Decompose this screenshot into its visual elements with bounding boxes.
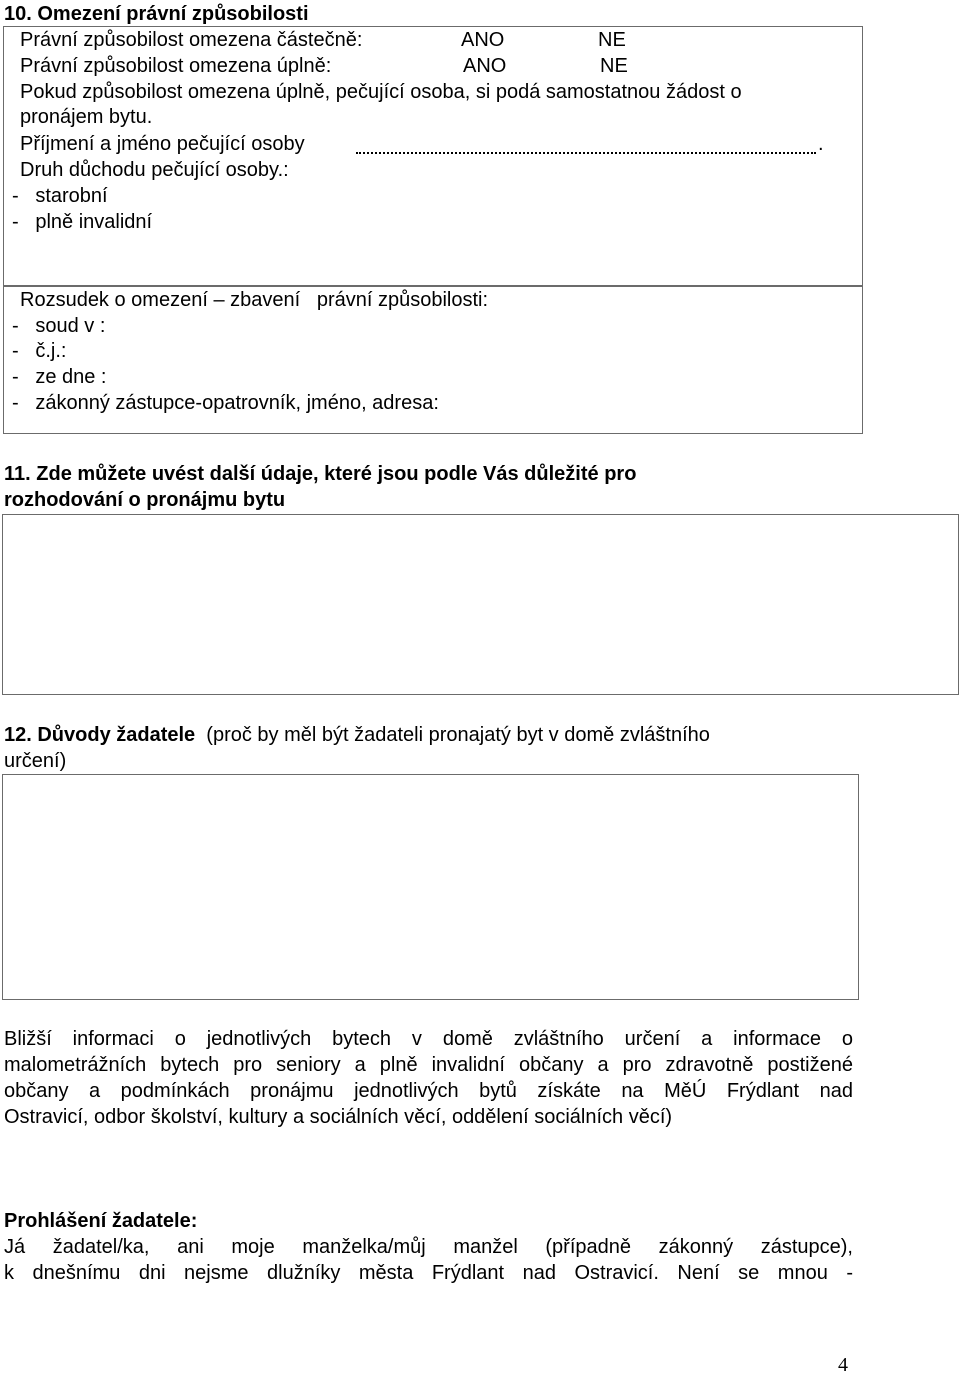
guardian-name-field[interactable]	[356, 152, 816, 154]
guardian-name-label: Příjmení a jméno pečující osoby	[20, 133, 305, 155]
pension-option-old-age[interactable]: - starobní	[12, 185, 108, 207]
declaration-heading: Prohlášení žadatele:	[4, 1210, 198, 1232]
info-line3: občany a podmínkách pronájmu jednotlivých bytů získáte na MěÚ Frýdlant nad	[4, 1080, 853, 1102]
pension-type-label: Druh důchodu pečující osoby.:	[20, 159, 289, 181]
section12-heading-bold: 12. Důvody žadatele	[4, 724, 196, 746]
section11-heading-line1: 11. Zde můžete uvést další údaje, které jsou podle Vás důležité pro	[4, 463, 637, 485]
verdict-guardian: - zákonný zástupce-opatrovník, jméno, adresa:	[12, 392, 439, 414]
verdict-date: - ze dne :	[12, 366, 107, 388]
full-limit-note-line2: pronájem bytu.	[20, 106, 153, 128]
section12-heading-line2: určení)	[4, 750, 67, 772]
info-line2: malometrážních bytech pro seniory a plně invalidní občany a pro zdravotně postižené	[4, 1054, 853, 1076]
guardian-name-end: .	[818, 133, 824, 155]
section12-heading-rest: (proč by měl být žadateli pronajatý byt v domě zvláštního	[195, 724, 710, 746]
full-limit-note-line1: Pokud způsobilost omezena úplně, pečující osoba, si podá samostatnou žádost o	[20, 81, 742, 103]
declaration-line2: k dnešnímu dni nejsme dlužníky města Frýdlant nad Ostravicí. Není se mnou -	[4, 1262, 853, 1284]
partial-yes-option[interactable]: ANO	[461, 29, 505, 51]
info-line1: Bližší informaci o jednotlivých bytech v domě zvláštního určení a informace o	[4, 1028, 853, 1050]
additional-info-field[interactable]	[2, 514, 959, 695]
full-limit-label: Právní způsobilost omezena úplně:	[20, 55, 332, 77]
partial-no-option[interactable]: NE	[598, 29, 626, 51]
verdict-reference: - č.j.:	[12, 340, 67, 362]
full-yes-option[interactable]: ANO	[463, 55, 507, 77]
verdict-court: - soud v :	[12, 315, 106, 337]
section10-heading: 10. Omezení právní způsobilosti	[4, 3, 309, 25]
section12-heading-line1	[4, 722, 710, 748]
info-line4: Ostravicí, odbor školství, kultury a sociálních věcí, oddělení sociálních věcí)	[4, 1106, 673, 1128]
partial-limit-label: Právní způsobilost omezena částečně:	[20, 29, 363, 51]
applicant-reasons-field[interactable]	[2, 774, 859, 1000]
page-number: 4	[838, 1354, 848, 1376]
declaration-line1: Já žadatel/ka, ani moje manželka/můj manžel (případně zákonný zástupce),	[4, 1236, 853, 1258]
section11-heading-line2: rozhodování o pronájmu bytu	[4, 489, 286, 511]
full-no-option[interactable]: NE	[600, 55, 628, 77]
verdict-title: Rozsudek o omezení – zbavení právní způsobilosti:	[20, 289, 489, 311]
pension-option-disability[interactable]: - plně invalidní	[12, 211, 153, 233]
